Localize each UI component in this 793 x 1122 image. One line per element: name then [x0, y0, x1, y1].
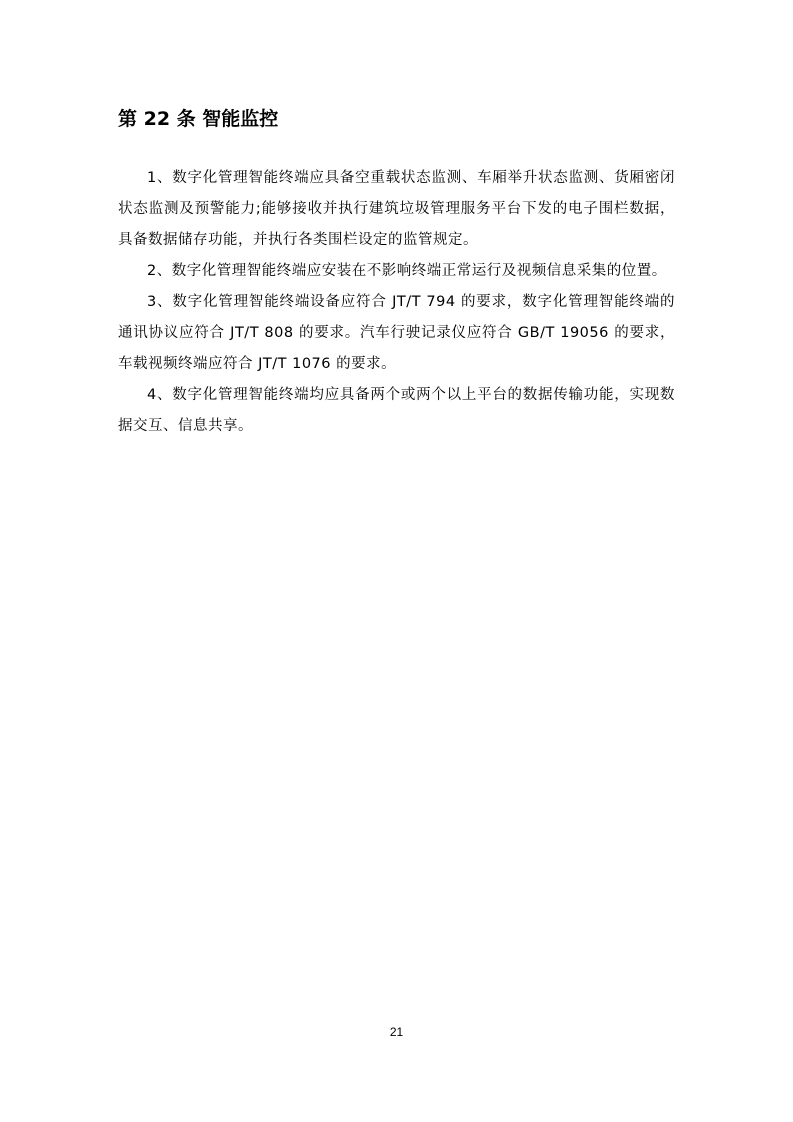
paragraph-1: 1、数字化管理智能终端应具备空重载状态监测、车厢举升状态监测、货厢密闭状态监测及预警能力;能够接收并执行建筑垃圾管理服务平台下发的电子围栏数据，具备数据储存功能，并执行各类围栏设定的监管规定。 [118, 170, 675, 248]
paragraph-3: 3、数字化管理智能终端设备应符合 JT/T 794 的要求，数字化管理智能终端的通讯协议应符合 JT/T 808 的要求。汽车行驶记录仪应符合 GB/T 19056 的要求，车载视频终端应符合 JT/T 1076 的要求。 [118, 294, 675, 372]
paragraph-4: 4、数字化管理智能终端均应具备两个或两个以上平台的数据传输功能，实现数据交互、信息共享。 [118, 387, 675, 434]
page-number: 21 [389, 1025, 404, 1039]
article-heading: 第 22 条 智能监控 [118, 108, 279, 130]
article-body [118, 163, 675, 442]
paragraph-2: 2、数字化管理智能终端应安装在不影响终端正常运行及视频信息采集的位置。 [147, 263, 667, 279]
